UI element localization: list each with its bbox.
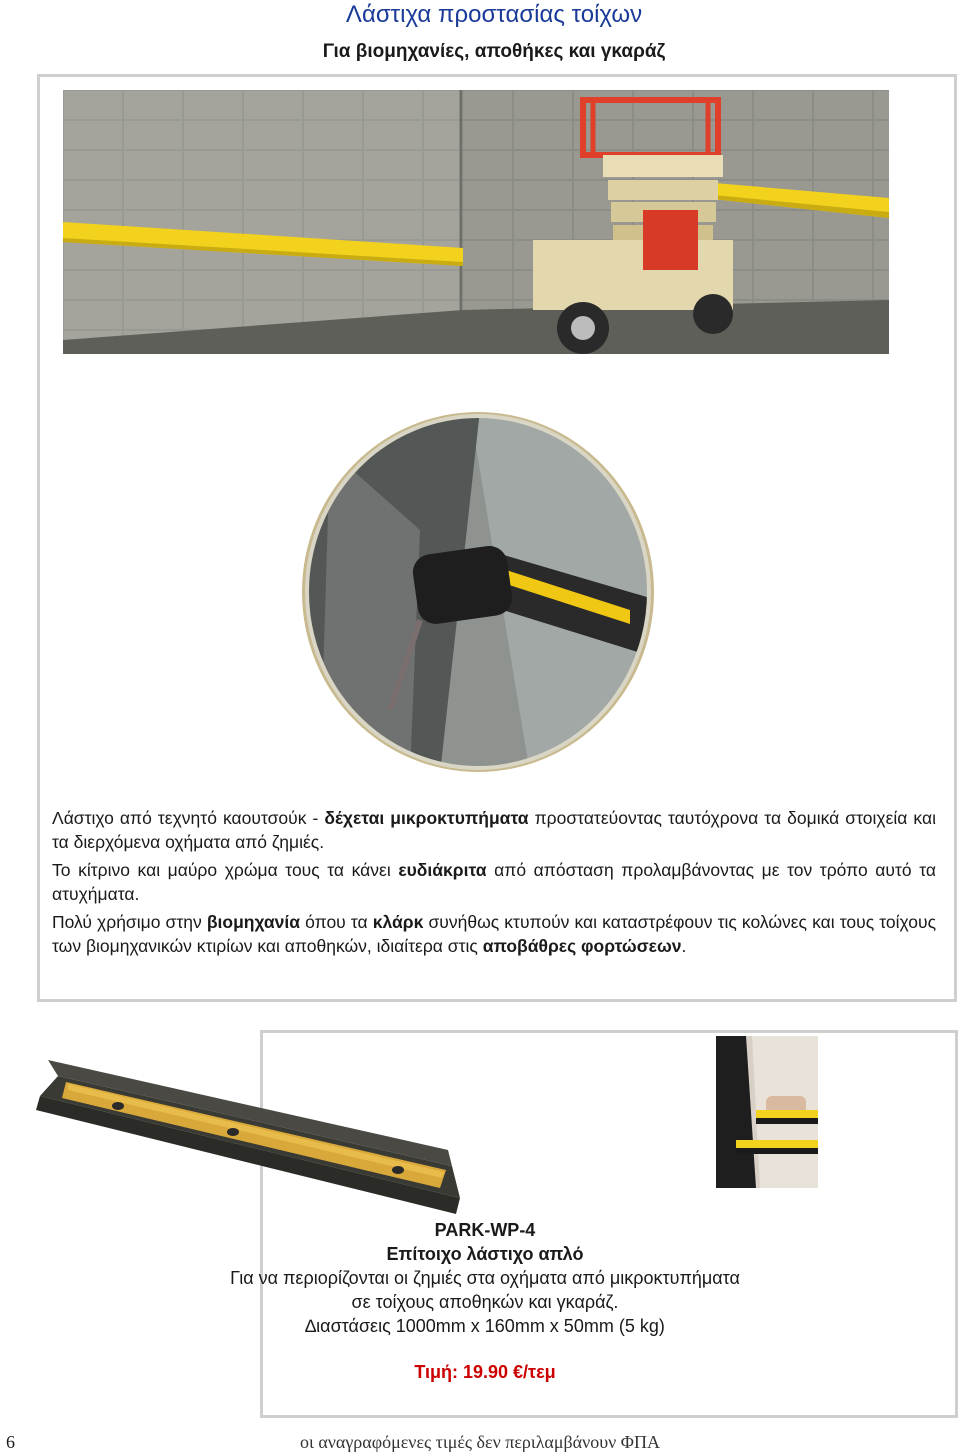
wall-bumper-product-photo	[28, 1048, 462, 1214]
description-text	[52, 806, 936, 962]
car-mirror-bumper-photo	[300, 410, 657, 774]
warehouse-wall-photo	[63, 90, 889, 354]
description-paragraph-2: Το κίτρινο και μαύρο χρώμα τους τα κάνει ευδιάκριτα από απόσταση προλαμβάνοντας με τον τρόπο αυτό τα ατυχήματα.	[52, 860, 936, 904]
product-price: Τιμή: 19.90 €/τεμ	[414, 1362, 556, 1382]
product-dimensions: ∆ιαστάσεις 1000mm x 160mm x 50mm (5 kg)	[305, 1316, 665, 1336]
product-info	[160, 1218, 810, 1384]
product-name: Επίτοιχο λάστιχο απλό	[386, 1244, 584, 1264]
page-subtitle: Για βιομηχανίες, αποθήκες και γκαράζ	[322, 41, 666, 62]
product-description-line-2: σε τοίχους αποθηκών και γκαράζ.	[351, 1292, 619, 1312]
page-title: Λάστιχα προστασίας τοίχων	[345, 1, 643, 28]
vat-note: οι αναγραφόμενες τιμές δεν περιλαμβάνουν ΦΠΑ	[300, 1432, 660, 1452]
description-paragraph-1: Λάστιχο από τεχνητό καουτσούκ - δέχεται μικροκτυπήματα προστατεύοντας ταυτόχρονα τα δομικά στοιχεία και τα διερχόμενα οχήματα από ζημιές.	[52, 808, 936, 852]
car-door-bumper-photo	[716, 1036, 818, 1188]
product-code: PARK-WP-4	[434, 1220, 536, 1240]
page-number: 6	[6, 1432, 15, 1452]
description-paragraph-3: Πολύ χρήσιμο στην βιομηχανία όπου τα κλάρκ συνήθως κτυπούν και καταστρέφουν τις κολώνες και τους τοίχους των βιομηχανικών κτιρίων και αποθηκών, ιδιαίτερα στις αποβάθρες φορτώσεων.	[52, 912, 937, 956]
product-description-line-1: Για να περιορίζονται οι ζημιές στα οχήματα από μικροκτυπήματα	[230, 1268, 740, 1288]
